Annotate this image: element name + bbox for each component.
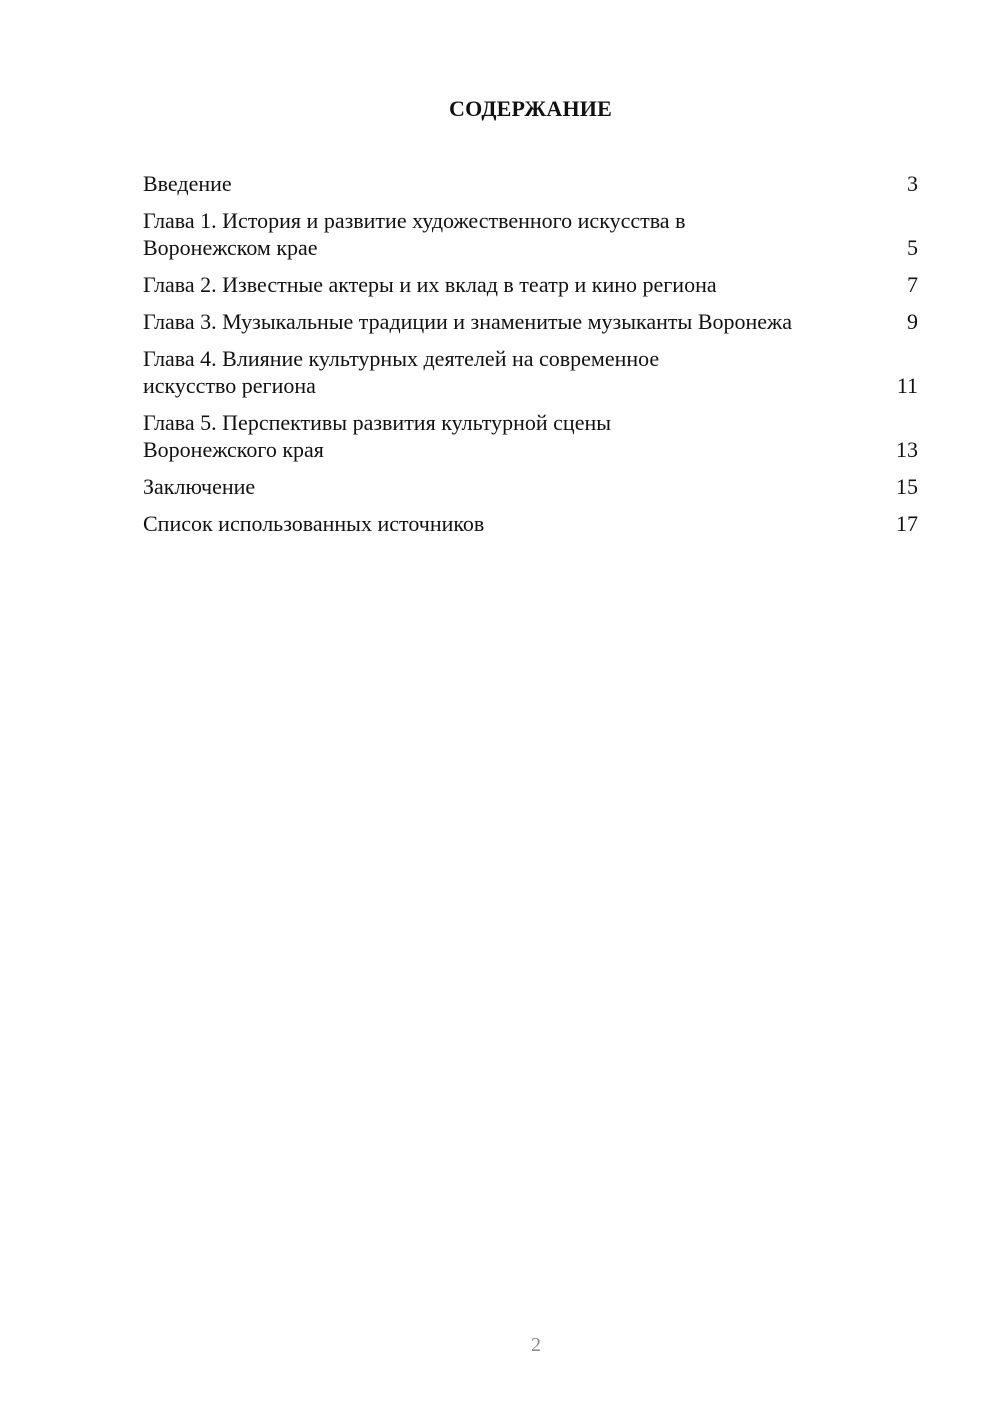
toc-entry-label: Введение bbox=[143, 171, 232, 196]
toc-entry-label: Глава 2. Известные актеры и их вклад в театр и кино региона bbox=[143, 272, 717, 297]
toc-entry-page: 3 bbox=[907, 171, 918, 196]
page-title: СОДЕРЖАНИЕ bbox=[449, 96, 612, 121]
toc-entry-label: Глава 5. Перспективы развития культурной сцены Воронежского края bbox=[143, 410, 612, 462]
toc-entry-references bbox=[143, 510, 918, 537]
toc-entry-label: Заключение bbox=[143, 474, 256, 499]
toc-entry-chapter-2 bbox=[143, 271, 918, 298]
toc-entry-chapter-3 bbox=[143, 308, 918, 335]
toc-entry-page: 15 bbox=[896, 474, 918, 499]
toc-entry-page: 13 bbox=[896, 437, 918, 462]
toc-entry-chapter-5 bbox=[143, 409, 918, 463]
page-number: 2 bbox=[531, 1334, 541, 1356]
table-of-contents bbox=[143, 170, 918, 547]
toc-entry-page: 9 bbox=[907, 309, 918, 334]
toc-entry-label: Глава 1. История и развитие художественного искусства в Воронежском крае bbox=[143, 208, 686, 260]
toc-entry-page: 7 bbox=[907, 272, 918, 297]
toc-entry-page: 11 bbox=[896, 373, 918, 398]
toc-entry-introduction bbox=[143, 170, 918, 197]
toc-entry-label: Список использованных источников bbox=[143, 511, 485, 536]
toc-entry-page: 17 bbox=[896, 511, 918, 536]
toc-entry-page: 5 bbox=[907, 235, 918, 260]
toc-entry-label: Глава 3. Музыкальные традиции и знаменитые музыканты Воронежа bbox=[143, 309, 792, 334]
toc-entry-chapter-4 bbox=[143, 345, 918, 399]
toc-entry-conclusion bbox=[143, 473, 918, 500]
toc-entry-chapter-1 bbox=[143, 207, 918, 261]
toc-entry-label: Глава 4. Влияние культурных деятелей на современное искусство региона bbox=[143, 346, 660, 398]
